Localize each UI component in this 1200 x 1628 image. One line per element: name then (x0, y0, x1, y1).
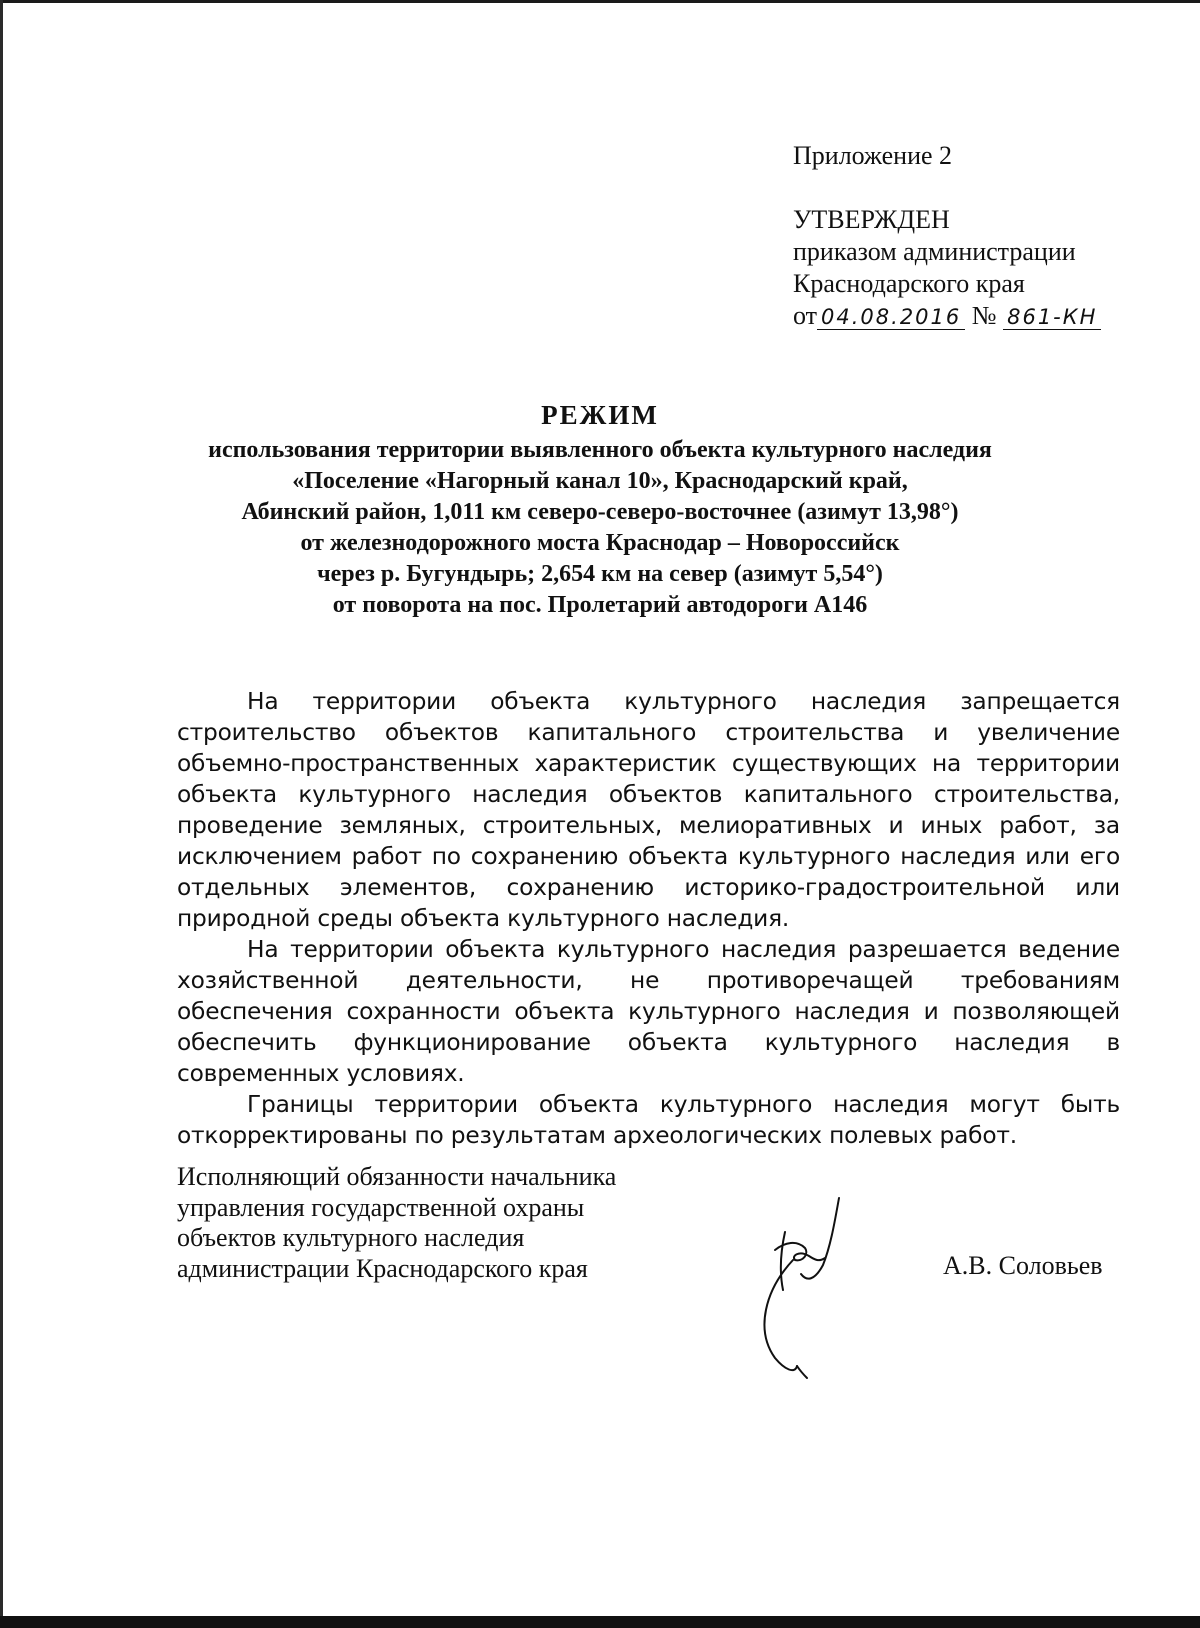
signatory-position (177, 1162, 616, 1284)
scan-edge-top (0, 0, 1200, 3)
appendix-label: Приложение 2 (793, 141, 953, 170)
position-line: администрации Краснодарского края (177, 1253, 588, 1283)
title-line: использования территории выявленного объекта культурного наследия (208, 437, 992, 463)
date-prefix: от (793, 301, 818, 330)
body-text (177, 686, 1120, 1151)
title-line: «Поселение «Нагорный канал 10», Краснодарский край, (292, 468, 908, 494)
approval-block (793, 140, 1101, 332)
title-line: Абинский район, 1,011 км северо-северо-восточнее (азимут 13,98°) (241, 499, 959, 525)
handwritten-date: 04.08.2016 (817, 305, 965, 330)
title-line: от железнодорожного моста Краснодар – Новороссийск (300, 530, 900, 556)
handwritten-signature (745, 1190, 865, 1380)
document-title (140, 400, 1060, 621)
approval-line-2: Краснодарского края (793, 269, 1025, 298)
position-line: объектов культурного наследия (177, 1223, 525, 1252)
handwritten-number: 861-КН (1003, 305, 1101, 330)
title-line: через р. Бугундырь; 2,654 км на север (азимут 5,54°) (317, 561, 883, 587)
paragraph: Границы территории объекта культурного наследия могут быть откорректированы по результатам археологических полевых работ. (177, 1091, 1120, 1149)
number-prefix: № (971, 301, 997, 330)
scan-edge-left (0, 0, 3, 1628)
approval-date-line (793, 300, 1101, 332)
title-main: РЕЖИМ (541, 400, 659, 430)
approval-line-1: приказом администрации (793, 237, 1076, 266)
scan-edge-bottom (0, 1616, 1200, 1628)
paragraph: На территории объекта культурного наследия запрещается строительство объектов капитального строительства и увеличение объемно-пространственных характеристик существующих на территории объекта культурного наследия объектов капитального строительства, проведение земляных, строительных, мелиоративных и иных работ, за исключением работ по сохранению объекта культурного наследия или его отдельных элементов, сохранению историко-градостроительной или природной среды объекта культурного наследия. (177, 688, 1120, 932)
signer-name: А.В. Соловьев (943, 1251, 1103, 1280)
position-line: Исполняющий обязанности начальника (177, 1162, 617, 1191)
paragraph: На территории объекта культурного наследия разрешается ведение хозяйственной деятельности, не противоречащей требованиям обеспечения сохранности объекта культурного наследия и позволяющей обеспечить функционирование объекта культурного наследия в современных условиях. (177, 936, 1120, 1087)
approved-label: УТВЕРЖДЕН (793, 205, 950, 234)
position-line: управления государственной охраны (177, 1192, 585, 1222)
title-line: от поворота на пос. Пролетарий автодороги А146 (332, 592, 868, 618)
